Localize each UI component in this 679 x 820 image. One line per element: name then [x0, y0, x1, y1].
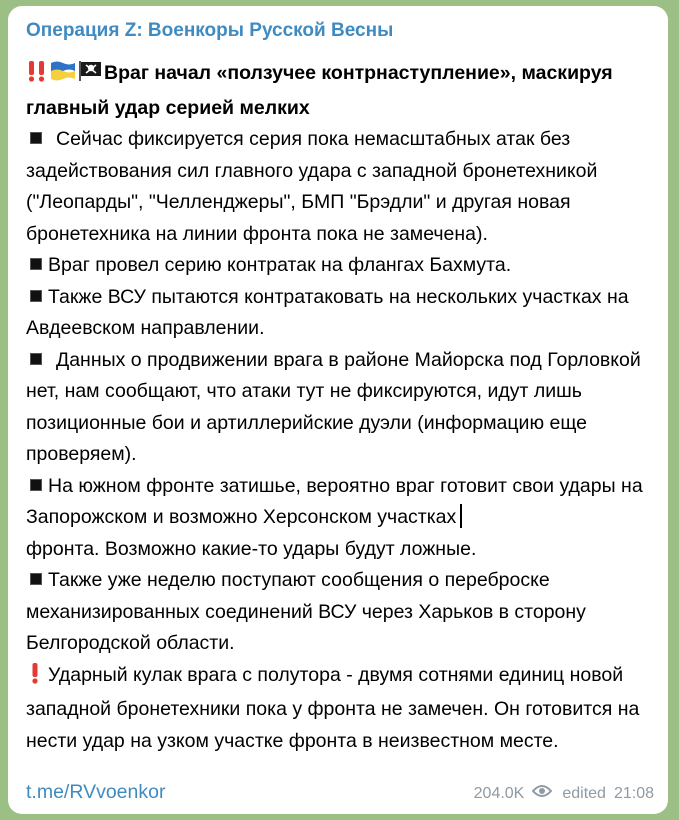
black-square-icon — [30, 132, 42, 144]
list-item — [26, 250, 654, 282]
list-item — [26, 565, 654, 660]
view-count: 204.0K — [473, 785, 525, 802]
black-square-icon — [30, 479, 42, 491]
eye-icon — [532, 784, 552, 804]
pirate-flag-icon — [78, 60, 102, 93]
text-cursor — [460, 504, 462, 528]
headline-text: Враг начал «ползучее контрнаступление», маскируя главный удар серией мелких — [26, 62, 613, 119]
paragraph-text: Также уже неделю поступают сообщения о переброске механизированных соединений ВСУ через Харьков в сторону Белгородской области. — [26, 569, 586, 654]
paragraph-text: Враг провел серию контратак на флангах Бахмута. — [48, 254, 512, 276]
edited-label: edited — [562, 785, 606, 802]
paragraph-text: Сейчас фиксируется серия пока немасштабных атак без задействования сил главного удара с западной бронетехникой ("Леопарды", "Челленджеры", БМП "Брэдли" и другая новая бронетехника на линии фронта пока не замечена). — [26, 128, 598, 245]
headline-paragraph — [26, 58, 654, 124]
paragraph-text: На южном фронте затишье, вероятно враг готовит свои удары на Запорожском и возможно Херсонском участках — [26, 474, 643, 528]
paragraph-text: Ударный кулак врага с полутора - двумя сотнями единиц новой западной бронетехники пока у фронта не замечен. Он готовится на нести удар на узком участке фронта в неизвестном месте. — [26, 663, 640, 752]
black-square-icon — [30, 573, 42, 585]
message-bubble — [8, 6, 668, 814]
list-item — [26, 282, 654, 345]
list-item — [26, 471, 654, 566]
ukraine-flag-icon — [50, 60, 76, 93]
black-square-icon — [30, 258, 42, 270]
timestamp: 21:08 — [613, 785, 654, 802]
black-square-icon — [30, 353, 42, 365]
list-item — [26, 345, 654, 471]
red-exclamation-icon — [30, 662, 40, 695]
message-footer — [26, 780, 654, 806]
channel-name[interactable]: Операция Z: Военкоры Русской Весны — [26, 20, 394, 41]
paragraph-text: фронта. Возможно какие-то удары будут ложные. — [26, 537, 477, 560]
paragraph-text: Данных о продвижении врага в районе Майорска под Горловкой нет, нам сообщают, что атаки тут не фиксируются, идут лишь позиционные бои и артиллерийские дуэли (информацию еще проверяем). — [26, 348, 641, 465]
paragraph-text: Также ВСУ пытаются контратаковать на нескольких участках на Авдеевском направлении. — [26, 285, 629, 339]
list-item — [26, 124, 654, 250]
post-body — [26, 58, 654, 757]
double-exclamation-icon — [26, 60, 48, 93]
message-meta — [474, 784, 654, 804]
channel-link[interactable]: t.me/RVvoenkor — [26, 781, 166, 803]
black-square-icon — [30, 290, 42, 302]
list-item — [26, 660, 654, 758]
